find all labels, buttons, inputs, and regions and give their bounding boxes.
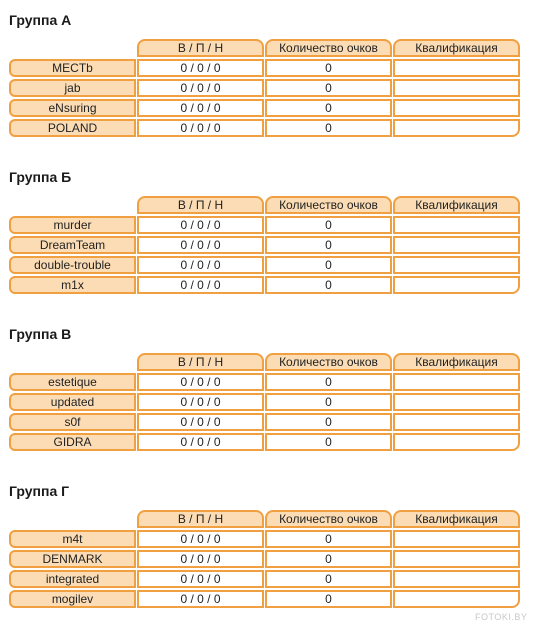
team-points: 0 [265,256,392,274]
column-header-points: Количество очков [265,39,392,57]
column-header-qualification: Квалификация [393,353,520,371]
team-record: 0 / 0 / 0 [137,433,264,451]
group-b [0,169,534,309]
group-a [0,12,534,152]
team-record: 0 / 0 / 0 [137,530,264,548]
column-header-points: Количество очков [265,510,392,528]
team-points: 0 [265,236,392,254]
column-header-record: В / П / Н [137,196,264,214]
team-name: m4t [9,530,136,548]
team-name: MECTb [9,59,136,77]
team-name: DreamTeam [9,236,136,254]
team-qualification [393,276,520,294]
team-points: 0 [265,413,392,431]
column-header-record: В / П / Н [137,39,264,57]
column-header-qualification: Квалификация [393,196,520,214]
team-qualification [393,236,520,254]
team-qualification [393,119,520,137]
team-name: DENMARK [9,550,136,568]
team-qualification [393,433,520,451]
group-title: Группа Г [9,483,70,499]
team-points: 0 [265,590,392,608]
team-qualification [393,99,520,117]
group-v [0,326,534,466]
team-qualification [393,590,520,608]
team-qualification [393,256,520,274]
team-name: integrated [9,570,136,588]
team-record: 0 / 0 / 0 [137,216,264,234]
team-name: double-trouble [9,256,136,274]
column-header-points: Количество очков [265,353,392,371]
team-points: 0 [265,433,392,451]
team-name: GIDRA [9,433,136,451]
team-qualification [393,79,520,97]
team-record: 0 / 0 / 0 [137,59,264,77]
team-points: 0 [265,276,392,294]
group-title: Группа А [9,12,72,28]
watermark: FOTOKI.BY [475,612,528,622]
team-qualification [393,413,520,431]
team-qualification [393,530,520,548]
team-record: 0 / 0 / 0 [137,550,264,568]
team-name: mogilev [9,590,136,608]
team-qualification [393,570,520,588]
team-points: 0 [265,216,392,234]
team-record: 0 / 0 / 0 [137,99,264,117]
team-points: 0 [265,550,392,568]
group-title: Группа В [9,326,72,342]
team-name: eNsuring [9,99,136,117]
team-points: 0 [265,570,392,588]
team-name: updated [9,393,136,411]
column-header-points: Количество очков [265,196,392,214]
team-points: 0 [265,393,392,411]
team-record: 0 / 0 / 0 [137,373,264,391]
team-name: murder [9,216,136,234]
team-qualification [393,216,520,234]
column-header-qualification: Квалификация [393,510,520,528]
team-points: 0 [265,530,392,548]
team-name: jab [9,79,136,97]
team-record: 0 / 0 / 0 [137,236,264,254]
team-record: 0 / 0 / 0 [137,256,264,274]
team-points: 0 [265,119,392,137]
column-header-record: В / П / Н [137,353,264,371]
team-name: s0f [9,413,136,431]
team-record: 0 / 0 / 0 [137,276,264,294]
team-qualification [393,550,520,568]
team-name: estetique [9,373,136,391]
team-record: 0 / 0 / 0 [137,590,264,608]
team-points: 0 [265,373,392,391]
column-header-qualification: Квалификация [393,39,520,57]
team-record: 0 / 0 / 0 [137,119,264,137]
team-points: 0 [265,59,392,77]
team-points: 0 [265,79,392,97]
team-points: 0 [265,99,392,117]
group-title: Группа Б [9,169,72,185]
team-name: m1x [9,276,136,294]
team-record: 0 / 0 / 0 [137,393,264,411]
team-record: 0 / 0 / 0 [137,413,264,431]
team-qualification [393,393,520,411]
team-record: 0 / 0 / 0 [137,79,264,97]
team-qualification [393,59,520,77]
team-qualification [393,373,520,391]
group-g [0,483,534,623]
team-record: 0 / 0 / 0 [137,570,264,588]
team-name: POLAND [9,119,136,137]
column-header-record: В / П / Н [137,510,264,528]
